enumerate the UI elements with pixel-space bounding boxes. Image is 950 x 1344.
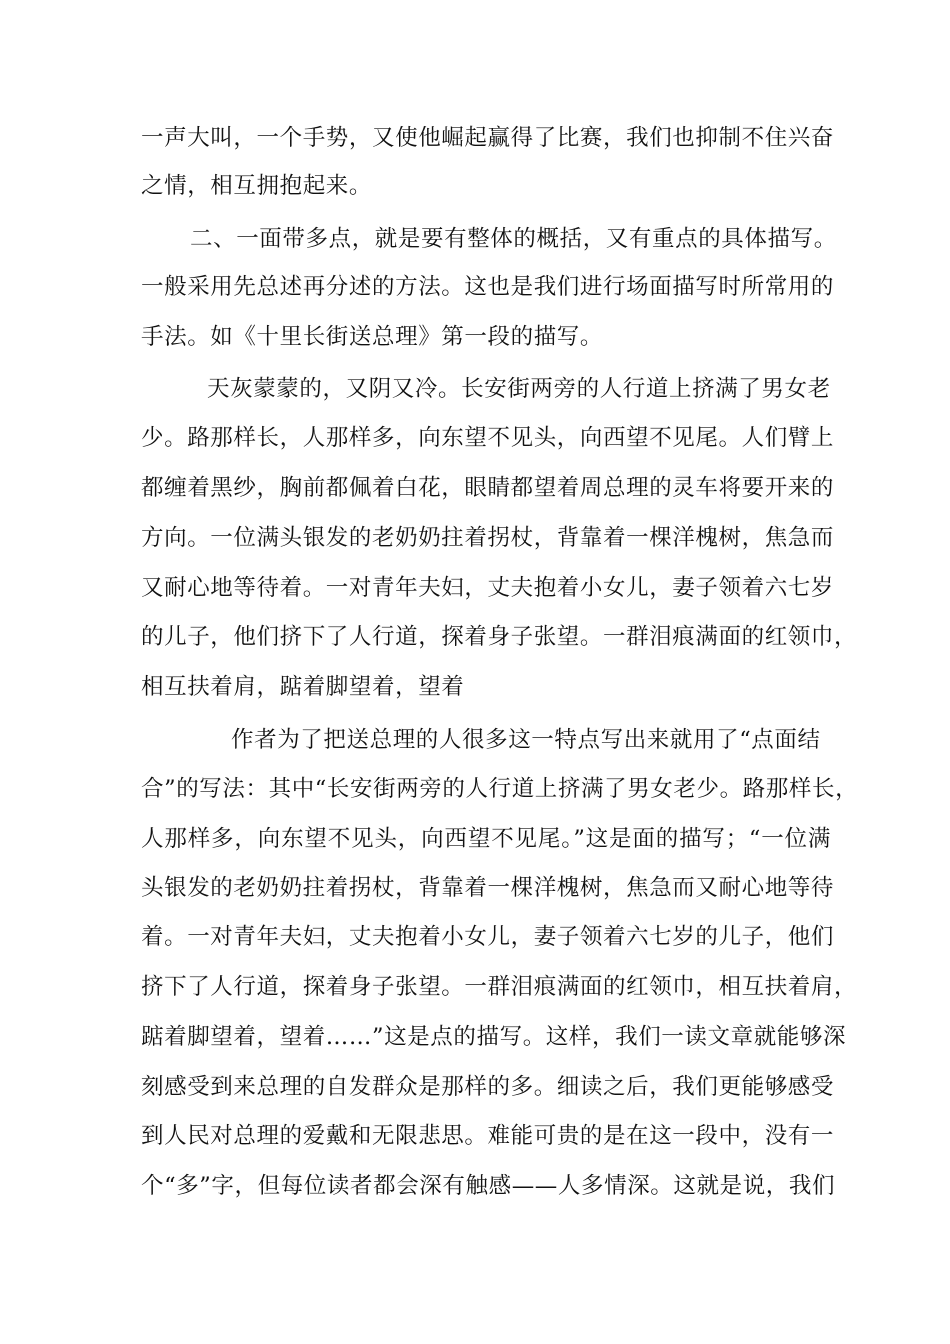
text-line-18: 挤下了人行道，探着身子张望。一群泪痕满面的红领巾，相互扶着肩， xyxy=(141,974,858,1000)
text-line-3: 二、一面带多点，就是要有整体的概括，又有重点的具体描写。 xyxy=(190,226,837,252)
text-line-11: 的儿子，他们挤下了人行道，探着身子张望。一群泪痕满面的红领巾， xyxy=(141,624,858,650)
text-line-2: 之情，相互拥抱起来。 xyxy=(141,173,373,199)
text-line-1: 一声大叫，一个手势，又使他崛起赢得了比赛，我们也抑制不住兴奋 xyxy=(141,125,835,151)
text-line-17: 着。一对青年夫妇，丈夫抱着小女儿，妻子领着六七岁的儿子，他们 xyxy=(141,924,835,950)
text-line-4: 一般采用先总述再分述的方法。这也是我们进行场面描写时所常用的 xyxy=(141,274,835,300)
text-line-16: 头银发的老奶奶拄着拐杖，背靠着一棵洋槐树，焦急而又耐心地等待 xyxy=(141,875,835,901)
text-line-6: 天灰蒙蒙的，又阴又冷。长安街两旁的人行道上挤满了男女老 xyxy=(207,376,831,402)
text-line-9: 方向。一位满头银发的老奶奶拄着拐杖，背靠着一棵洋槐树，焦急而 xyxy=(141,525,835,551)
text-line-21: 到人民对总理的爱戴和无限悲思。难能可贵的是在这一段中，没有一 xyxy=(141,1123,835,1149)
text-line-19: 踮着脚望着，望着……”这是点的描写。这样，我们一读文章就能够深 xyxy=(141,1024,847,1050)
text-line-13: 作者为了把送总理的人很多这一特点写出来就用了“点面结 xyxy=(231,727,821,753)
text-line-14: 合”的写法：其中“长安街两旁的人行道上挤满了男女老少。路那样长， xyxy=(141,776,859,802)
text-line-8: 都缠着黑纱，胸前都佩着白花，眼睛都望着周总理的灵车将要开来的 xyxy=(141,475,835,501)
text-line-10: 又耐心地等待着。一对青年夫妇，丈夫抱着小女儿，妻子领着六七岁 xyxy=(141,575,835,601)
text-line-15: 人那样多，向东望不见头，向西望不见尾。”这是面的描写；“一位满 xyxy=(141,826,831,852)
text-line-5: 手法。如《十里长街送总理》第一段的描写。 xyxy=(141,324,604,350)
text-line-12: 相互扶着肩，踮着脚望着，望着 xyxy=(141,674,465,700)
text-line-22: 个“多”字，但每位读者都会深有触感——人多情深。这就是说，我们 xyxy=(141,1173,836,1199)
text-line-20: 刻感受到来总理的自发群众是那样的多。细读之后，我们更能够感受 xyxy=(141,1074,835,1100)
text-line-7: 少。路那样长，人那样多，向东望不见头，向西望不见尾。人们臂上 xyxy=(141,425,835,451)
